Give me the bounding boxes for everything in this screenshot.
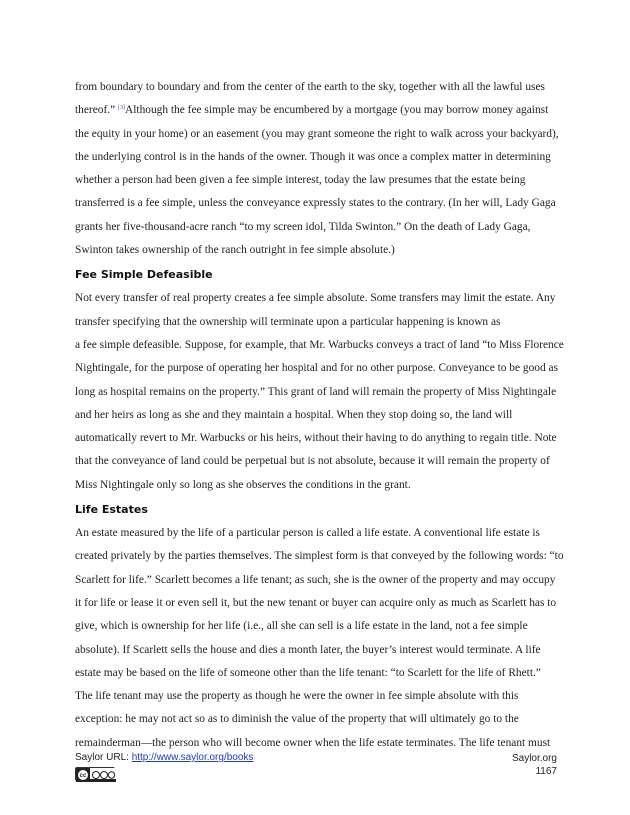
footer-url	[75, 752, 253, 763]
text-line: The life tenant may use the property as though he were the owner in fee simple absolute with this	[75, 690, 519, 703]
text-line: absolute). If Scarlett sells the house and dies a month later, the buyer’s interest would terminate. A life	[75, 643, 541, 656]
paragraph	[75, 76, 557, 262]
text-line: Scarlett for life.” Scarlett becomes a life tenant; as such, she is the owner of the property and may occupy	[75, 573, 556, 586]
creative-commons-license-icon	[75, 767, 115, 781]
paragraph	[75, 287, 564, 497]
text-line: Swinton takes ownership of the ranch outright in fee simple absolute.)	[75, 244, 395, 257]
text-line: exception: he may not act so as to diminish the value of the property that will ultimately go to the	[75, 713, 519, 726]
text-line: and her heirs as long as she and they maintain a hospital. When they stop doing so, the land will	[75, 408, 513, 421]
footnote-reference-link[interactable]: [3]	[118, 105, 126, 112]
page-number: 1167	[535, 766, 557, 777]
text-line: the underlying control is in the hands of the owner. Though it was once a complex matter in determining	[75, 150, 551, 163]
text-line: An estate measured by the life of a particular person is called a life estate. A conventional life estate is	[75, 527, 540, 540]
cc-license-graphic	[76, 768, 116, 782]
section-heading-life-estates: Life Estates	[75, 503, 148, 517]
footer-page-info	[512, 752, 557, 778]
body-text	[75, 76, 564, 755]
text-span: Although the fee simple may be encumbered by a mortgage (you may borrow money against	[125, 104, 549, 117]
text-line: a fee simple defeasible. Suppose, for example, that Mr. Warbucks conveys a tract of land “to Miss Florence	[75, 338, 564, 351]
footer-site: Saylor.org	[511, 753, 557, 764]
text-line: automatically revert to Mr. Warbucks or his heirs, without their having to do anything to regain title. Note	[75, 432, 557, 445]
text-line: the equity in your home) or an easement (you may grant someone the right to walk across your backyard),	[75, 127, 559, 140]
text-line: it for life or lease it or even sell it, but the new tenant or buyer can acquire only as much as Scarlett has to	[75, 596, 557, 609]
text-line: that the conveyance of land could be perpetual but is not absolute, because it will remain the property of	[75, 455, 550, 468]
svg-text:cc: cc	[79, 773, 87, 780]
text-line: whether a person had been given a fee simple interest, today the law presumes that the estate being	[75, 174, 526, 187]
text-line: grants her five-thousand-acre ranch “to my screen idol, Tilda Swinton.” On the death of Lady Gaga,	[75, 220, 531, 233]
text-line: from boundary to boundary and from the center of the earth to the sky, together with all the lawful uses	[75, 81, 545, 93]
text-line: give, which is ownership for her life (i.e., all she can sell is a life estate in the land, not a fee simple	[75, 620, 528, 633]
text-line: Not every transfer of real property creates a fee simple absolute. Some transfers may limit the estate. Any	[75, 292, 556, 305]
text-line: transfer specifying that the ownership will terminate upon a particular happening is known as	[75, 315, 501, 328]
text-line	[75, 99, 557, 122]
text-line: Nightingale, for the purpose of operating her hospital and for no other purpose. Conveyance to be good as	[75, 362, 559, 375]
paragraph	[75, 522, 564, 755]
text-line: Miss Nightingale only so long as she observes the conditions in the grant.	[75, 478, 411, 491]
text-line: created privately by the parties themselves. The simplest form is that conveyed by the following words: “to	[75, 550, 564, 563]
text-line: estate may be based on the life of someone other than the life tenant: “to Scarlett for the life of Rhett.”	[75, 666, 541, 679]
footer-url-label: Saylor URL:	[75, 752, 132, 763]
footer-url-link[interactable]: http://www.saylor.org/books	[131, 752, 254, 763]
text-span: thereof.”	[75, 104, 119, 117]
section-heading-fee-simple-defeasible: Fee Simple Defeasible	[75, 268, 213, 282]
text-line: transferred is a fee simple, unless the conveyance expressly states to the contrary. (In her will, Lady Gaga	[75, 197, 556, 210]
text-line: remainderman—the person who will become owner when the life estate terminates. The life tenant must	[75, 736, 551, 749]
text-line: long as hospital remains on the property.” This grant of land will remain the property of Miss Nightingale	[75, 385, 557, 398]
